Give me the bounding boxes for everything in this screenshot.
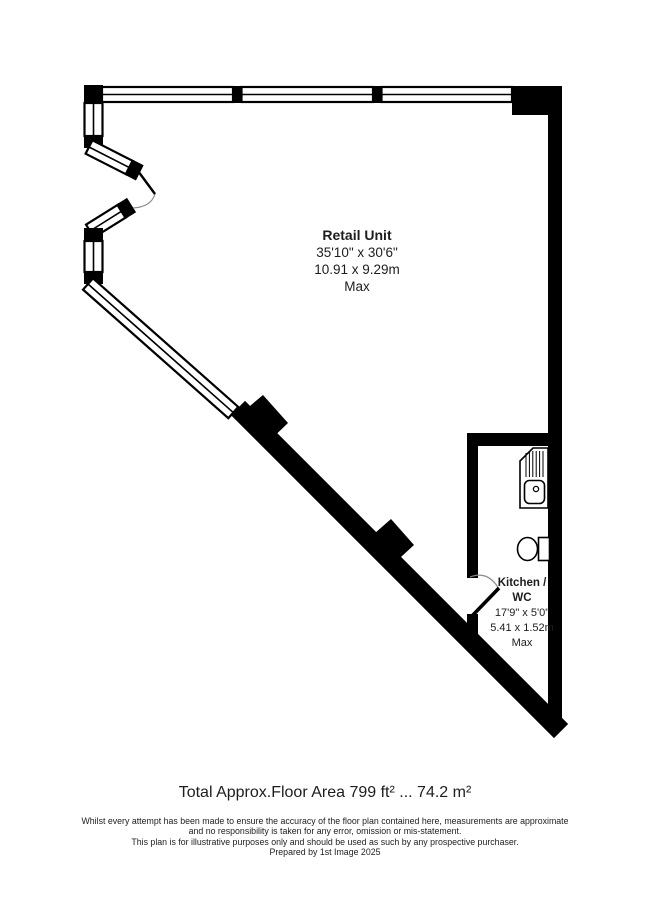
disclaimer-line-1: Whilst every attempt has been made to ensure the accuracy of the floor plan contained here, measurements are approximate [81, 816, 569, 826]
total-floor-area-text: Total Approx.Floor Area 799 ft² ... 74.2 m² [178, 784, 472, 801]
door-leaf [138, 171, 155, 194]
retail-unit-dims-imperial: 35'10" x 30'6" [316, 245, 398, 260]
kitchen-wc-dims-imperial: 17'9" x 5'0" [494, 607, 550, 619]
left-window-walls [83, 103, 238, 418]
disclaimer-line-4: Prepared by 1st Image 2025 [269, 847, 381, 858]
door-swing-arc [133, 194, 155, 208]
top-window-wall [102, 86, 512, 103]
kitchen-wc-label [461, 576, 583, 651]
kitchen-wc-max: Max [511, 637, 533, 649]
retail-unit-max: Max [344, 279, 370, 294]
diagonal-wall [245, 415, 554, 724]
kitchen-wc-title-line2: WC [512, 592, 532, 604]
disclaimer-line-3: This plan is for illustrative purposes only and should be used as such by any prospective purchaser. [131, 836, 519, 847]
toilet-icon [518, 538, 550, 561]
retail-unit-label [257, 227, 457, 295]
kitchen-wc-title-line1: Kitchen / [497, 577, 547, 589]
sink-icon [520, 448, 548, 508]
disclaimer-line-2: and no responsibility is taken for any error, omission or mis-statement. [188, 826, 462, 837]
top-left-corner-wall [84, 85, 103, 103]
retail-unit-title: Retail Unit [322, 227, 392, 243]
kitchen-wc-dims-metric: 5.41 x 1.52m [490, 622, 554, 634]
retail-unit-dims-metric: 10.91 x 9.29m [314, 262, 400, 277]
diagonal-wall-pier-2 [366, 519, 414, 568]
disclaimer-text [0, 816, 650, 858]
